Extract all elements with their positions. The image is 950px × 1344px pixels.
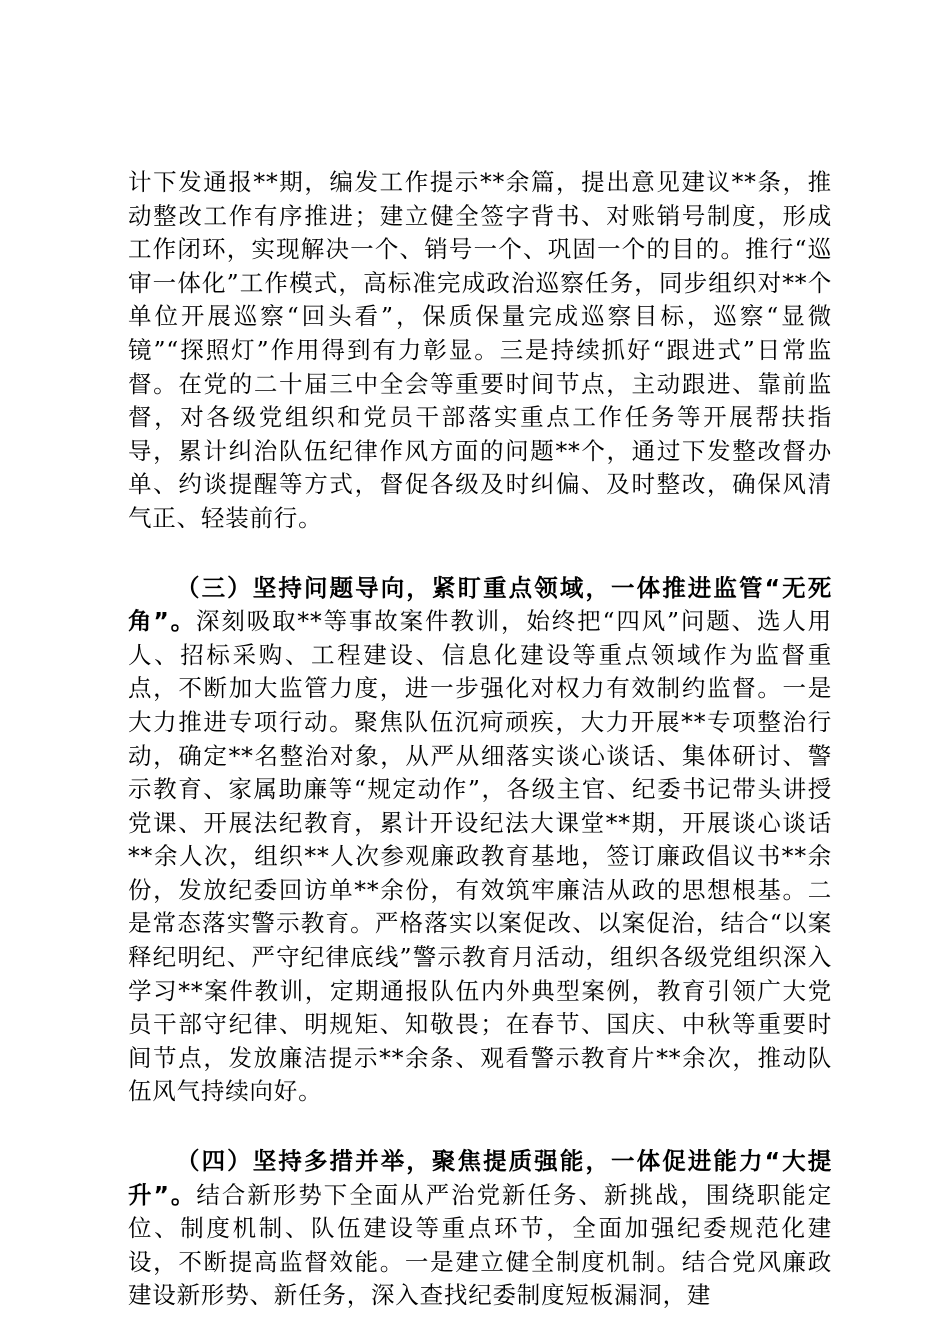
section-3-body: 深刻吸取**等事故案件教训，始终把“四风”问题、选人用人、招标采购、工程建设、信息化建设等重点领域作为监督重点，不断加大监管力度，进一步强化对权力有效制约监督。一是大力推进专项行动。聚焦队伍沉疴顽疾，大力开展**专项整治行动，确定**名整治对象，从严从细落实谈心谈话、集体研讨、警示教育、家属助廉等“规定动作”，各级主官、纪委书记带头讲授党课、开展法纪教育，累计开设纪法大课堂**期，开展谈心谈话**余人次，组织**人次参观廉政教育基地，签订廉政倡议书**余份，发放纪委回访单**余份，有效筑牢廉洁从政的思想根基。二是常态落实警示教育。严格落实以案促改、以案促治，结合“以案释纪明纪、严守纪律底线”警示教育月活动，组织各级党组织深入学习**案件教训，定期通报队伍内外典型案例，教育引领广大党员干部守纪律、明规矩、知敬畏；在春节、国庆、中秋等重要时间节点，发放廉洁提示**余条、观看警示教育片**余次，推动队伍风气持续向好。 — [128, 607, 832, 1106]
paragraph-gap — [128, 1109, 832, 1145]
paragraph-gap — [128, 536, 832, 572]
document-body — [128, 166, 832, 1313]
section-4-paragraph — [128, 1145, 832, 1313]
section-4-body: 结合新形势下全面从严治党新任务、新挑战，围绕职能定位、制度机制、队伍建设等重点环节，全面加强纪委规范化建设，不断提高监督效能。一是建立健全制度机制。结合党风廉政建设新形势、新任务，深入查找纪委制度短板漏洞，建 — [128, 1180, 832, 1310]
paragraph-continued: 计下发通报**期，编发工作提示**余篇，提出意见建议**条，推动整改工作有序推进；建立健全签字背书、对账销号制度，形成工作闭环，实现解决一个、销号一个、巩固一个的目的。推行“巡审一体化”工作模式，高标准完成政治巡察任务，同步组织对**个单位开展巡察“回头看”，保质保量完成巡察目标，巡察“显微镜”“探照灯”作用得到有力彰显。三是持续抓好“跟进式”日常监督。在党的二十届三中全会等重要时间节点，主动跟进、靠前监督，对各级党组织和党员干部落实重点工作任务等开展帮扶指导，累计纠治队伍纪律作风方面的问题**个，通过下发整改督办单、约谈提醒等方式，督促各级及时纠偏、及时整改，确保风清气正、轻装前行。 — [128, 168, 832, 532]
section-3-paragraph — [128, 572, 832, 1110]
section-4-heading: （四）坚持多措并举，聚焦提质强能，一体促进能力“大提升”。 — [128, 1147, 832, 1209]
section-3-heading: （三）坚持问题导向，紧盯重点领域，一体推进监管“无死角”。 — [128, 573, 832, 636]
